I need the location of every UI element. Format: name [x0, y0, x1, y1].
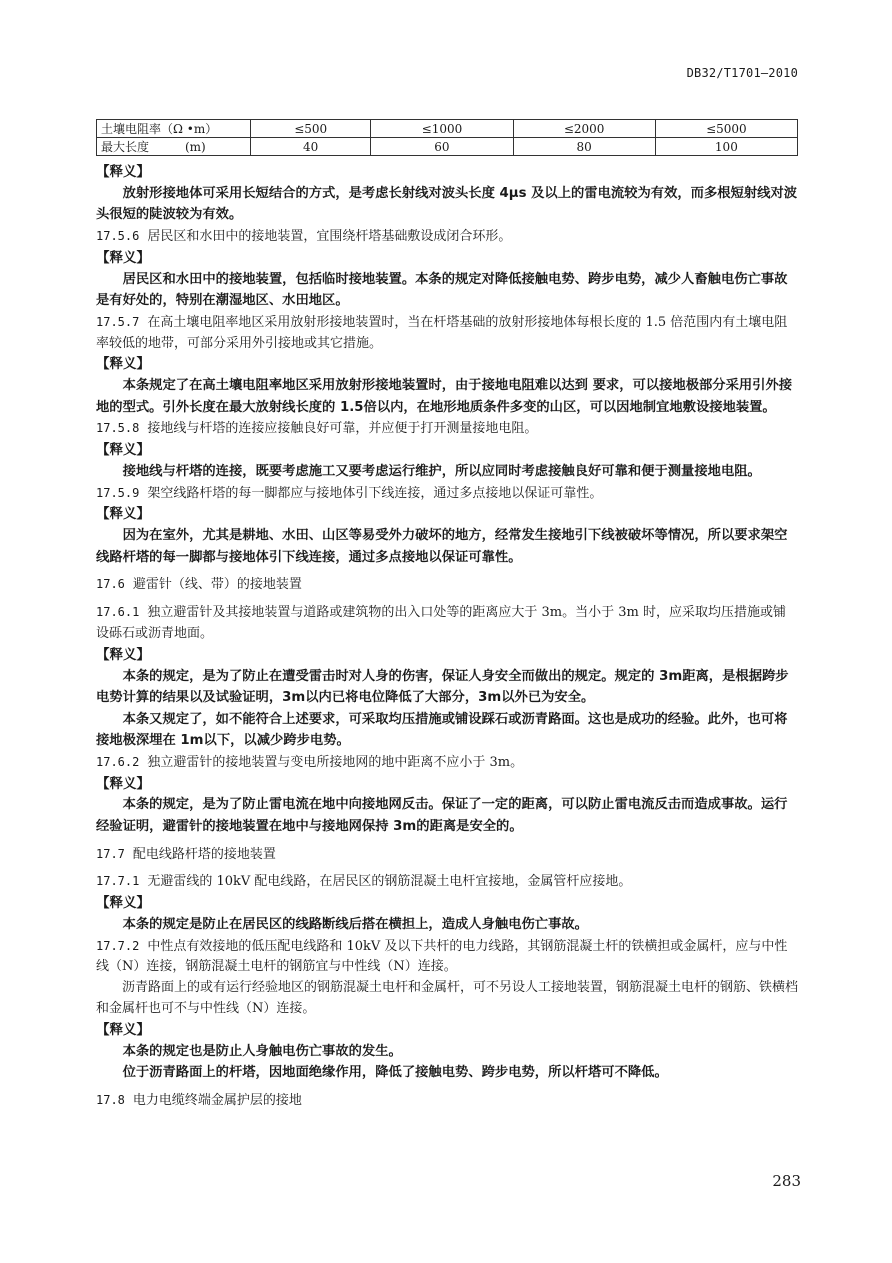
- note-paragraph: 本条的规定，是为了防止雷电流在地中向接地网反击。保证了一定的距离，可以防止雷电流反击而造成事故。运行经验证明，避雷针的接地装置在地中与接地网保持 3m的距离是安全的。: [96, 797, 788, 835]
- note-paragraph: 接地线与杆塔的连接，既要考虑施工又要考虑运行维护，所以应同时考虑接触良好可靠和便于测量接地电阻。: [122, 463, 761, 479]
- page-number: 283: [772, 1172, 801, 1190]
- table-cell: ≤1000: [371, 120, 513, 138]
- note-paragraph: 位于沥青路面上的杆塔，因地面绝缘作用，降低了接触电势、跨步电势，所以杆塔可不降低。: [122, 1065, 668, 1081]
- note-paragraph: 本条的规定是防止在居民区的线路断线后搭在横担上，造成人身触电伤亡事故。: [122, 917, 588, 933]
- clause-number: 17.5.9: [96, 485, 140, 500]
- table-row: [97, 138, 798, 156]
- table-row: [97, 120, 798, 138]
- table-cell: 60: [371, 138, 513, 156]
- section-number: 17.7: [96, 846, 125, 861]
- note-paragraph: 本条的规定也是防止人身触电伤亡事故的发生。: [122, 1043, 402, 1059]
- note-label: 【释义】: [96, 646, 150, 663]
- clause-text: 独立避雷针的接地装置与变电所接地网的地中距离不应小于 3m。: [147, 754, 524, 770]
- clause-text: 居民区和水田中的接地装置，宜围绕杆塔基础敷设成闭合环形。: [147, 228, 512, 244]
- clause-number: 17.5.8: [96, 421, 140, 436]
- section-number: 17.8: [96, 1092, 125, 1107]
- clause-number: 17.7.1: [96, 874, 140, 889]
- clause-17-6-2: [96, 752, 798, 774]
- clause-text: 接地线与杆塔的连接应接触良好可靠，并应便于打开测量接地电阻。: [147, 421, 538, 437]
- row-header: 最大长度 (m): [97, 138, 251, 156]
- clause-number: 17.5.7: [96, 314, 140, 329]
- clause-number: 17.7.2: [96, 938, 140, 953]
- clause-17-5-6: [96, 226, 798, 248]
- clause-text: 在高土壤电阻率地区采用放射形接地装置时，当在杆塔基础的放射形接地体每根长度的 1.5 倍范围内有土壤电阻率较低的地带，可部分采用外引接地或其它措施。: [96, 314, 788, 351]
- clause-text: 中性点有效接地的低压配电线路和 10kV 及以下共杆的电力线路，其钢筋混凝土杆的铁横担或金属杆，应与中性线（N）连接，钢筋混凝土电杆的钢筋宜与中性线（N）连接。: [96, 938, 788, 975]
- table-cell: 80: [513, 138, 655, 156]
- section-title: 配电线路杆塔的接地装置: [132, 846, 276, 862]
- clause-text: 无避雷线的 10kV 配电线路，在居民区的钢筋混凝土电杆宜接地，金属管杆应接地。: [147, 874, 632, 890]
- section-17-8: [96, 1090, 798, 1112]
- clause-paragraph: 沥青路面上的或有运行经验地区的钢筋混凝土电杆和金属杆，可不另设人工接地装置，钢筋混凝土电杆的钢筋、铁横档和金属杆也可不与中性线（N）连接。: [96, 980, 799, 1017]
- table-cell: ≤500: [251, 120, 371, 138]
- document-code: DB32/T1701—2010: [686, 66, 798, 80]
- clause-17-5-7: [96, 312, 798, 355]
- section-title: 电力电缆终端金属护层的接地: [132, 1092, 302, 1108]
- clause-number: 17.6.1: [96, 605, 140, 620]
- note-paragraph: 放射形接地体可采用长短结合的方式，是考虑长射线对波头长度 4μs 及以上的雷电流较为有效，而多根短射线对波头很短的陡波较为有效。: [96, 185, 798, 223]
- note-paragraph: 因为在室外，尤其是耕地、水田、山区等易受外力破坏的地方，经常发生接地引下线被破坏等情况，所以要求架空线路杆塔的每一脚都与接地体引下线连接，通过多点接地以保证可靠性。: [96, 528, 788, 565]
- document-body: [96, 162, 798, 1118]
- clause-number: 17.6.2: [96, 754, 140, 769]
- note-label: 【释义】: [96, 895, 150, 912]
- section-title: 避雷针（线、带）的接地装置: [132, 577, 302, 593]
- note-paragraph: 本条又规定了，如不能符合上述要求，可采取均压措施或铺设踩石或沥青路面。这也是成功的经验。此外，也可将接地极深埋在 1m以下，以减少跨步电势。: [96, 711, 788, 749]
- note-paragraph: 本条规定了在高土壤电阻率地区采用放射形接地装置时，由于接地电阻难以达到 要求，可以接地极部分采用引外接地的型式。引外长度在最大放射线长度的 1.5倍以内，在地形地质条件多变的山区，可以因地制宜地敷设接地装置。: [96, 378, 793, 415]
- note-paragraph: 本条的规定，是为了防止在遭受雷击时对人身的伤害，保证人身安全而做出的规定。规定的 3m距离，是根据跨步电势计算的结果以及试验证明，3m以内已将电位降低了大部分，3m以外已为安全。: [96, 668, 789, 706]
- table-cell: ≤5000: [655, 120, 797, 138]
- section-17-6: [96, 574, 798, 596]
- clause-17-7-2: [96, 936, 798, 979]
- section-17-7: [96, 844, 798, 866]
- clause-17-6-1: [96, 602, 798, 645]
- clause-17-5-8: [96, 418, 798, 440]
- resistivity-length-table: [96, 119, 798, 156]
- note-label: 【释义】: [96, 506, 150, 523]
- table-cell: ≤2000: [513, 120, 655, 138]
- clause-17-7-1: [96, 871, 798, 893]
- clause-text: 架空线路杆塔的每一脚都应与接地体引下线连接，通过多点接地以保证可靠性。: [147, 485, 603, 501]
- clause-text: 独立避雷针及其接地装置与道路或建筑物的出入口处等的距离应大于 3m。当小于 3m 时，应采取均压措施或铺设砾石或沥青地面。: [96, 605, 786, 641]
- note-label: 【释义】: [96, 356, 150, 373]
- note-label: 【释义】: [96, 164, 150, 180]
- section-number: 17.6: [96, 577, 125, 592]
- note-label: 【释义】: [96, 775, 150, 792]
- note-label: 【释义】: [96, 1021, 150, 1038]
- table-cell: 40: [251, 138, 371, 156]
- clause-number: 17.5.6: [96, 228, 140, 243]
- note-paragraph: 居民区和水田中的接地装置，包括临时接地装置。本条的规定对降低接触电势、跨步电势，减少人畜触电伤亡事故是有好处的，特别在潮湿地区、水田地区。: [96, 271, 788, 309]
- note-label: 【释义】: [96, 249, 150, 266]
- table-cell: 100: [655, 138, 797, 156]
- clause-17-5-9: [96, 483, 798, 505]
- row-header: 土壤电阻率（Ω •m）: [97, 120, 251, 138]
- note-label: 【释义】: [96, 442, 150, 459]
